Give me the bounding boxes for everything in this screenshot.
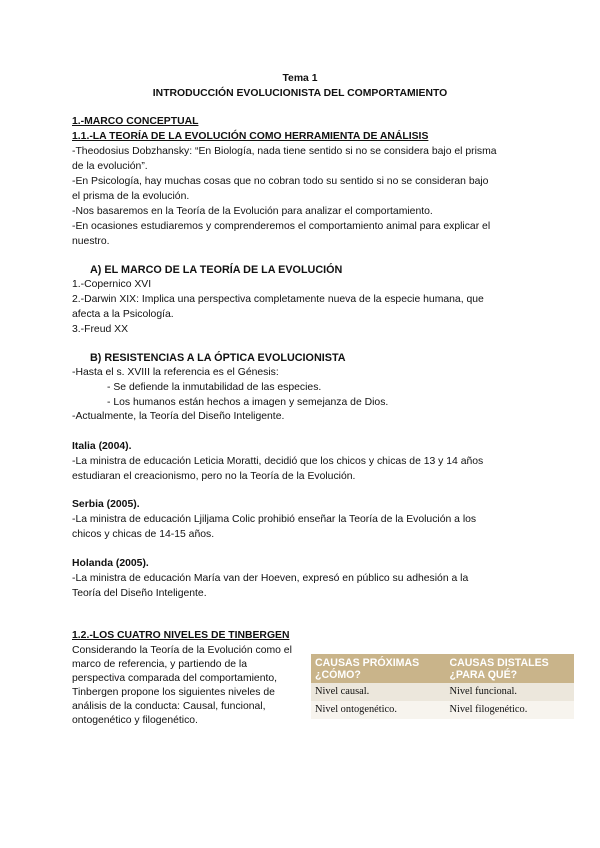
section-a-heading: A) EL MARCO DE LA TEORÍA DE LA EVOLUCIÓN <box>90 264 343 276</box>
paragraph-line: -Nos basaremos en la Teoría de la Evolución para analizar el comportamiento. <box>72 206 433 217</box>
serbia-heading: Serbia (2005). <box>72 499 140 510</box>
section-1-2-heading: 1.2.-LOS CUATRO NIVELES DE TINBERGEN <box>72 630 290 641</box>
table-row <box>311 701 574 719</box>
header-question: ¿PARA QUÉ? <box>449 669 518 681</box>
section-1-1-heading: 1.1.-LA TEORÍA DE LA EVOLUCIÓN COMO HERRAMIENTA DE ANÁLISIS <box>72 131 429 142</box>
table-cell: Nivel ontogenético. <box>311 701 445 719</box>
list-item: 2.-Darwin XIX: Implica una perspectiva completamente nueva de la especie humana, que <box>72 294 484 305</box>
paragraph-line: -Hasta el s. XVIII la referencia es el Génesis: <box>72 367 279 378</box>
table-cell: Nivel causal. <box>311 683 445 701</box>
paragraph-line: nuestro. <box>72 236 110 247</box>
holanda-heading: Holanda (2005). <box>72 558 149 569</box>
list-item: 1.-Copernico XVI <box>72 279 152 290</box>
list-item: afecta a la Psicología. <box>72 309 174 320</box>
paragraph-line: -La ministra de educación Ljiljama Colic prohibió enseñar la Teoría de la Evolución a los <box>72 514 477 525</box>
paragraph-line: -La ministra de educación Leticia Moratti, decidió que los chicos y chicas de 13 y 14 años <box>72 456 484 467</box>
table-header-proximas <box>311 654 445 683</box>
table-cell: Nivel filogenético. <box>445 701 574 719</box>
paragraph-line: -En Psicología, hay muchas cosas que no cobran todo su sentido si no se consideran bajo <box>72 176 489 187</box>
header-question: ¿CÓMO? <box>315 669 361 681</box>
table-header-distales <box>445 654 574 683</box>
paragraph-line: chicos y chicas de 14-15 años. <box>72 529 215 540</box>
paragraph-line: -En ocasiones estudiaremos y comprenderemos el comportamiento animal para explicar el <box>72 221 491 232</box>
section-marco-conceptual-heading: 1.-MARCO CONCEPTUAL <box>72 116 199 127</box>
paragraph-line: -Theodosius Dobzhansky: “En Biología, nada tiene sentido si no se considera bajo el prisma <box>72 146 497 157</box>
tema-label: Tema 1 <box>282 73 318 84</box>
header-label: CAUSAS DISTALES <box>449 657 549 669</box>
section-b-heading: B) RESISTENCIAS A LA ÓPTICA EVOLUCIONISTA <box>90 352 346 364</box>
paragraph-line: de la evolución”. <box>72 161 148 172</box>
paragraph-line: estudiaran el creacionismo, pero no la Teoría de la Evolución. <box>72 471 356 482</box>
paragraph-line: -La ministra de educación María van der Hoeven, expresó en público su adhesión a la <box>72 573 469 584</box>
italia-heading: Italia (2004). <box>72 441 132 452</box>
document-title: INTRODUCCIÓN EVOLUCIONISTA DEL COMPORTAMIENTO <box>152 88 448 99</box>
list-item: - Los humanos están hechos a imagen y semejanza de Dios. <box>107 397 389 408</box>
paragraph-line: -Actualmente, la Teoría del Diseño Inteligente. <box>72 411 285 422</box>
paragraph-line: Teoría del Diseño Inteligente. <box>72 588 207 599</box>
table-row <box>311 683 574 701</box>
list-item: - Se defiende la inmutabilidad de las especies. <box>107 382 322 393</box>
header-label: CAUSAS PRÓXIMAS <box>315 657 420 669</box>
paragraph-line: el prisma de la evolución. <box>72 191 190 202</box>
table-cell: Nivel funcional. <box>445 683 574 701</box>
tinbergen-paragraph: Considerando la Teoría de la Evolución como el marco de referencia, y partiendo de la perspectiva comparada del comportamiento, Tinbergen propone los siguientes niveles de análisis de la conducta: Causal, funcional, ontogenético y filogenético. <box>72 645 292 726</box>
list-item: 3.-Freud XX <box>72 324 129 335</box>
tinbergen-levels-table <box>311 654 574 719</box>
